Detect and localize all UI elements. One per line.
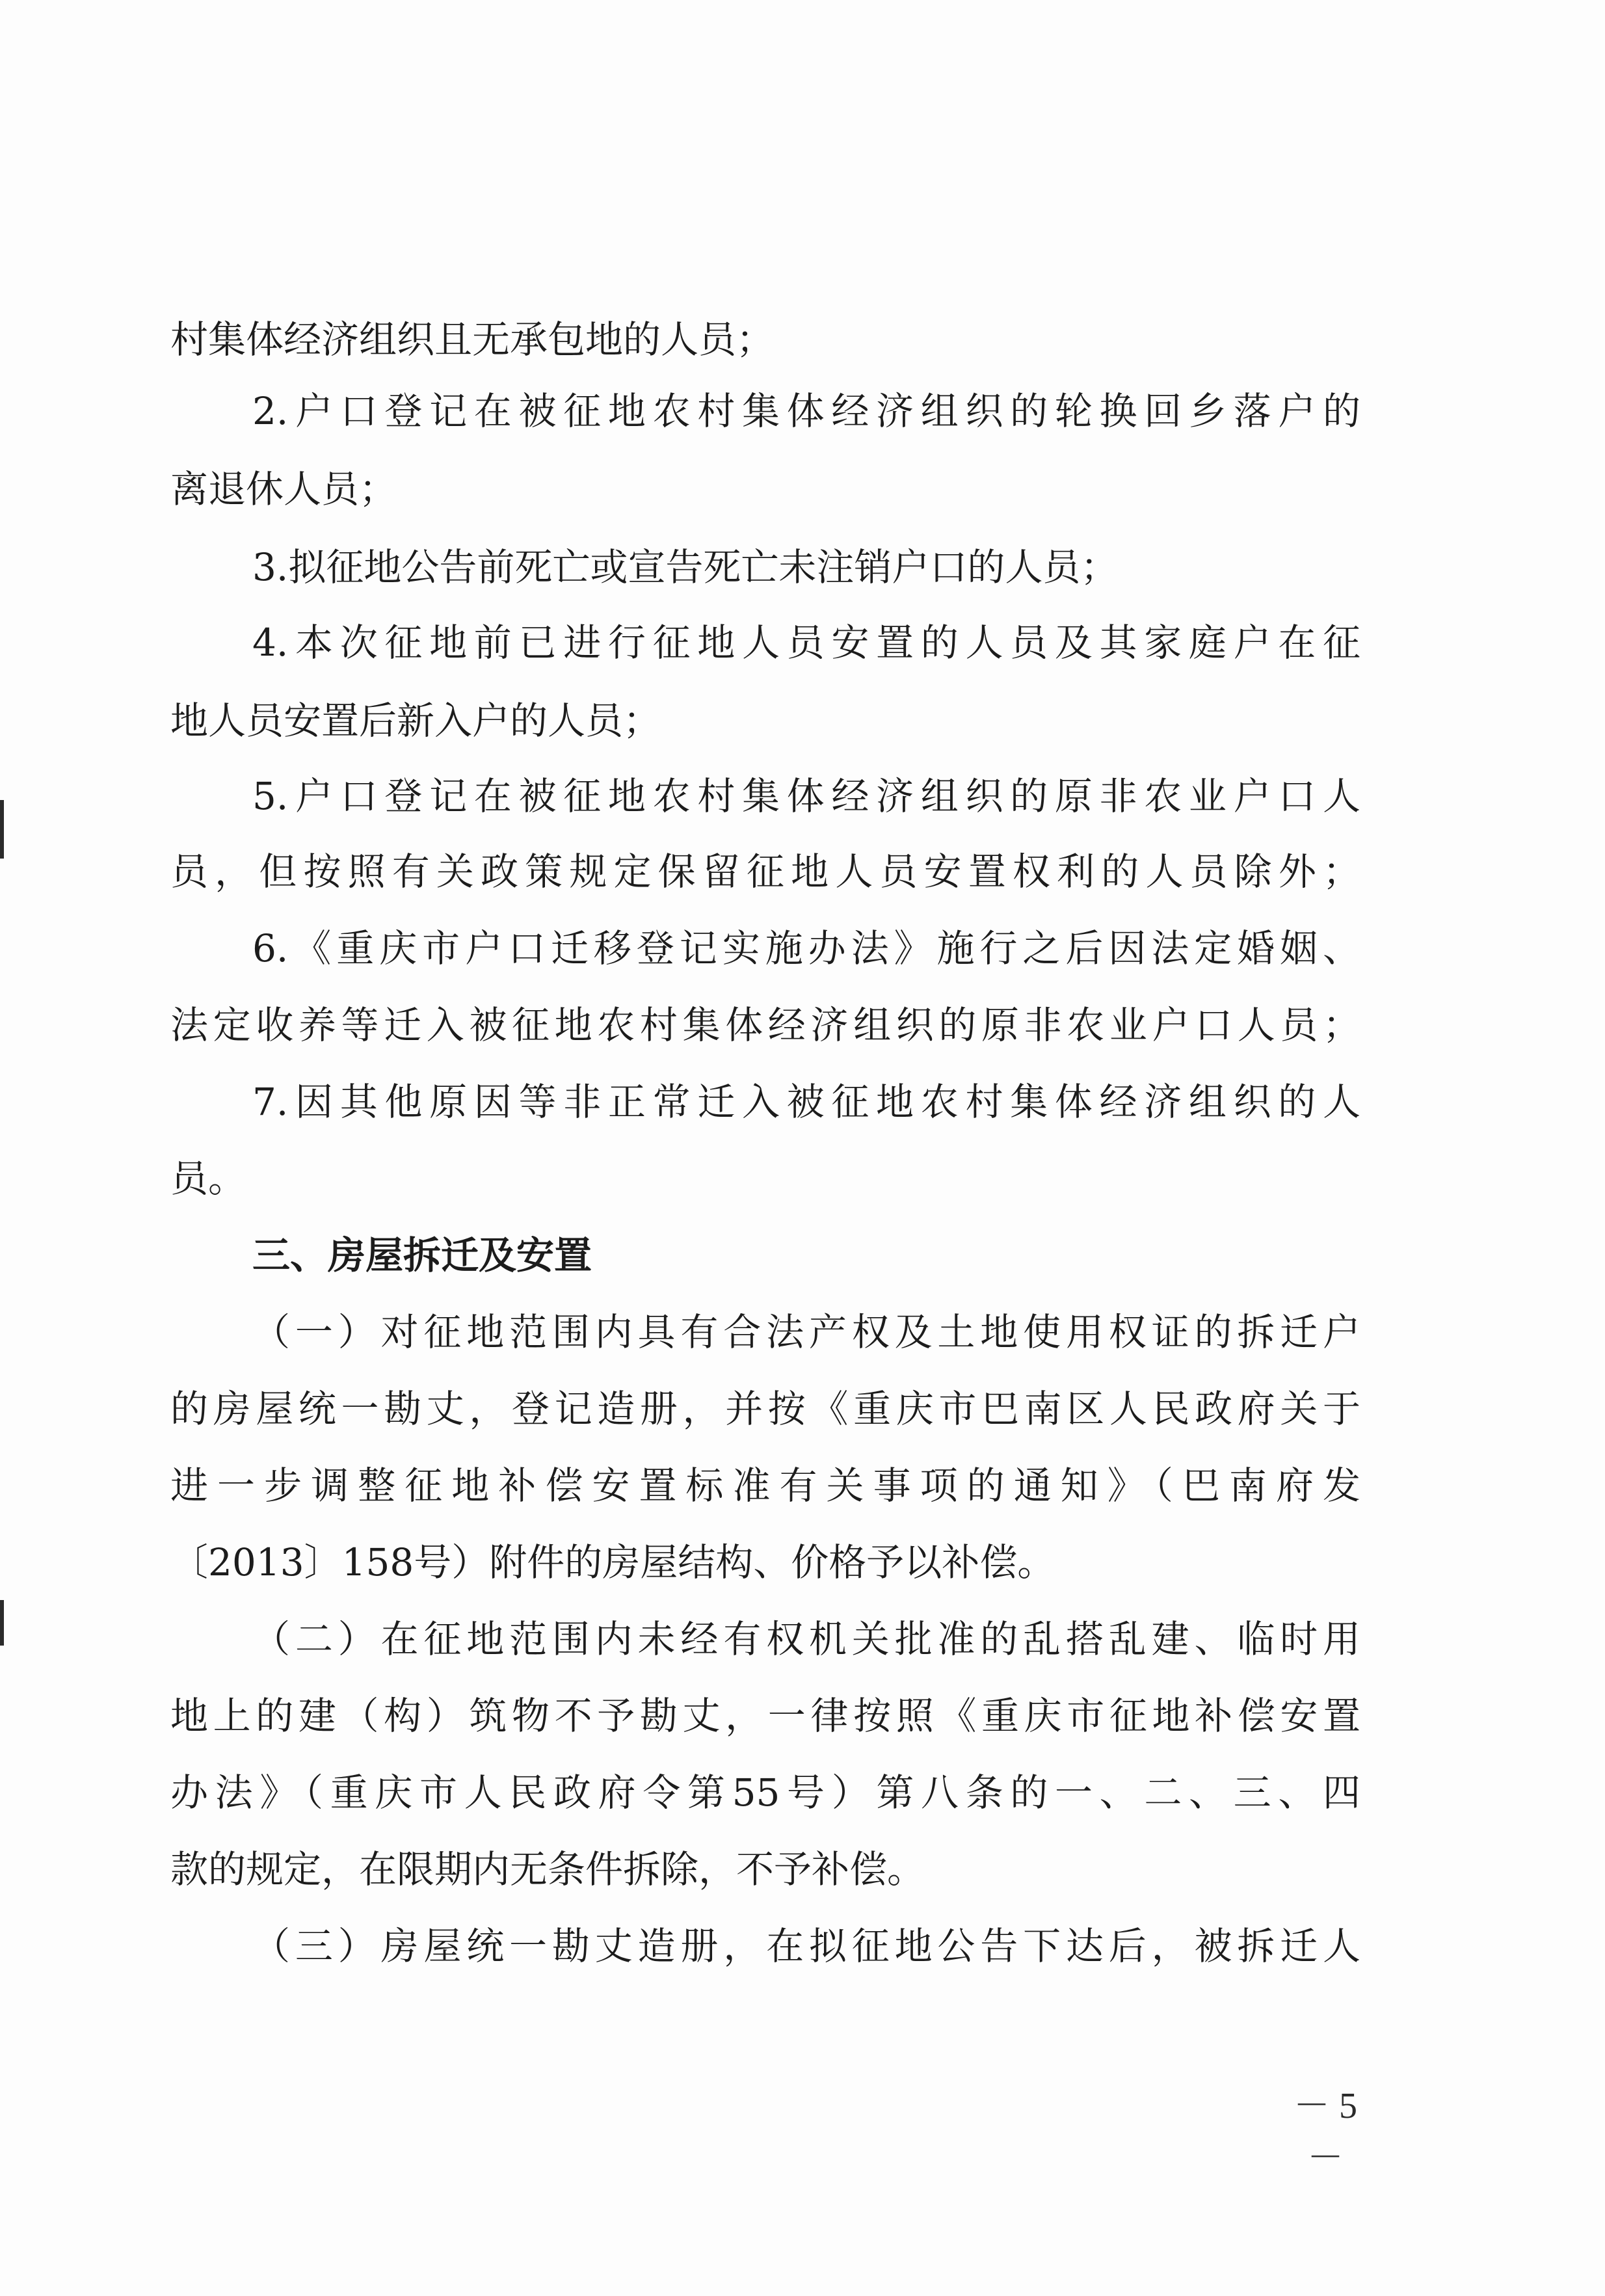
text-line-21: 款的规定，在限期内无条件拆除，不予补偿。 [170,1847,925,1891]
text-line-3: 离退休人员； [170,467,397,511]
section-heading: 三、房屋拆迁及安置 [252,1233,592,1277]
text-line-15: 的房屋统一勘丈，登记造册，并按《重庆市巴南区人民政府关于 [170,1387,1360,1431]
text-line-19: 地上的建（构）筑物不予勘丈，一律按照《重庆市征地补偿安置 [170,1694,1360,1738]
text-line-10: 法定收养等迁入被征地农村集体经济组织的原非农业户口人员； [170,1003,1360,1047]
scan-edge-mark [0,800,4,859]
scan-edge-mark [0,1600,4,1646]
text-line-22: （三）房屋统一勘丈造册，在拟征地公告下达后，被拆迁人 [252,1924,1360,1968]
text-line-18: （二）在征地范围内未经有权机关批准的乱搭乱建、临时用 [252,1617,1360,1661]
text-line-16: 进一步调整征地补偿安置标准有关事项的通知》（巴南府发 [170,1463,1360,1508]
text-line-4: 3.拟征地公告前死亡或宣告死亡未注销户口的人员； [252,545,1119,589]
page-number: － 5 － [1293,2086,1357,2178]
text-line-5: 4.本次征地前已进行征地人员安置的人员及其家庭户在征 [252,621,1360,665]
text-line-2: 2.户口登记在被征地农村集体经济组织的轮换回乡落户的 [252,389,1360,433]
text-line-7: 5.户口登记在被征地农村集体经济组织的原非农业户口人 [252,774,1360,818]
text-line-17: 〔2013〕158号）附件的房屋结构、价格予以补偿。 [170,1540,1055,1584]
text-line-20: 办法》（重庆市人民政府令第55号）第八条的一、二、三、四 [170,1770,1360,1815]
text-line-9: 6.《重庆市户口迁移登记实施办法》施行之后因法定婚姻、 [252,926,1360,970]
text-line-6: 地人员安置后新入户的人员； [170,699,661,743]
text-line-14: （一）对征地范围内具有合法产权及土地使用权证的拆迁户 [252,1310,1360,1354]
text-line-1: 村集体经济组织且无承包地的人员； [170,317,775,362]
text-line-12: 员。 [170,1156,246,1201]
text-line-8: 员，但按照有关政策规定保留征地人员安置权利的人员除外； [170,849,1360,894]
text-line-11: 7.因其他原因等非正常迁入被征地农村集体经济组织的人 [252,1080,1360,1124]
